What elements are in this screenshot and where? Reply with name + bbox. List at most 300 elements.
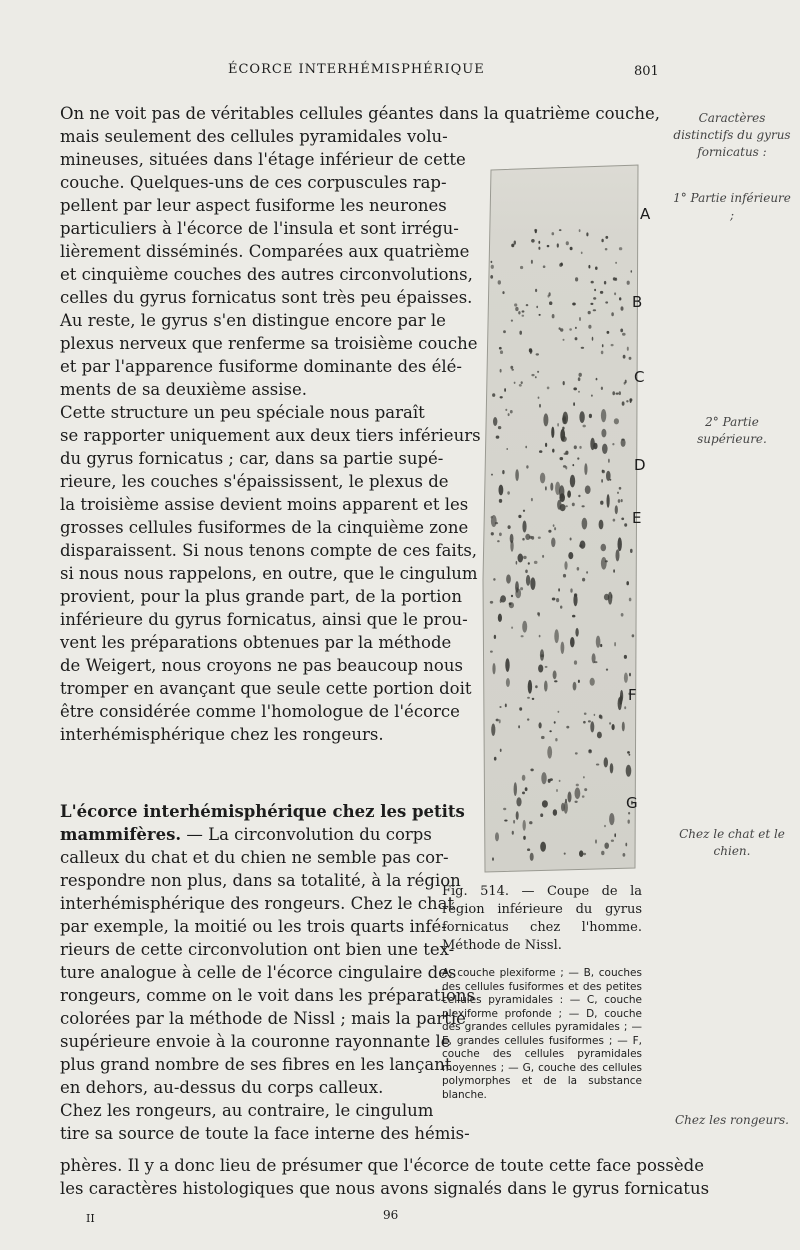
cell-dot	[558, 711, 560, 713]
cell-dot	[542, 800, 548, 807]
cell-dot	[618, 499, 621, 503]
cell-dot	[492, 663, 495, 674]
cell-dot	[522, 775, 526, 781]
cell-dot	[495, 832, 499, 841]
cell-dot	[629, 598, 632, 602]
cell-dot	[560, 606, 562, 609]
cell-dot	[541, 654, 544, 657]
text-line: colorées par la méthode de Nissl ; mais la partie	[60, 1009, 466, 1028]
cell-dot	[582, 578, 585, 582]
text-line: plus grand nombre de ses fibres en les lançant	[60, 1055, 452, 1074]
cell-dot	[570, 475, 575, 488]
cell-dot	[595, 267, 598, 270]
cell-dot	[518, 515, 521, 518]
cell-dot	[578, 377, 581, 381]
cell-dot	[575, 628, 578, 637]
cell-dot	[516, 561, 518, 565]
cell-dot	[563, 381, 565, 385]
cell-dot	[538, 241, 540, 244]
text-line: Au reste, le gyrus s'en distingue encore par le	[60, 311, 446, 330]
cell-dot	[547, 746, 552, 759]
cell-dot	[556, 598, 559, 602]
cell-dot	[570, 247, 573, 251]
cell-dot	[570, 637, 575, 647]
section-heading: L'écorce interhémisphérique chez les petits	[60, 802, 465, 821]
cell-dot	[496, 719, 499, 722]
text-line: inférieure du gyrus fornicatus, ainsi que le prou-	[60, 610, 468, 629]
cell-dot	[563, 574, 566, 578]
margin-note-upper-part: 2° Partie supérieure.	[697, 415, 767, 446]
cell-dot	[506, 574, 511, 583]
cell-dot	[523, 836, 526, 840]
cell-dot	[560, 457, 564, 460]
cell-dot	[527, 718, 529, 720]
cell-dot	[560, 328, 563, 331]
cell-dot	[553, 670, 557, 679]
cell-dot	[491, 265, 494, 269]
cell-dot	[566, 241, 569, 245]
cell-dot	[499, 533, 502, 537]
cell-dot	[573, 594, 577, 606]
cell-dot	[620, 329, 623, 333]
cell-dot	[621, 306, 624, 310]
cell-dot	[527, 848, 530, 851]
cell-dot	[592, 653, 596, 663]
cell-dot	[572, 615, 575, 618]
cell-dot	[584, 788, 587, 791]
cell-dot	[624, 706, 626, 709]
text-line: du gyrus fornicatus ; car, dans sa partie supé-	[60, 449, 444, 468]
cell-dot	[624, 673, 628, 683]
cell-dot	[539, 635, 541, 638]
cell-dot	[604, 757, 608, 767]
cell-dot	[539, 314, 541, 316]
cell-dot	[612, 724, 615, 730]
margin-note-cat-dog: Chez le chat et le chien.	[679, 827, 785, 858]
cell-dot	[545, 486, 547, 490]
cell-dot	[612, 391, 615, 395]
layer-label-d: D	[634, 456, 646, 474]
cell-dot	[490, 601, 493, 604]
text-line: phères. Il y a donc lieu de présumer que l'écorce de toute cette face possède	[60, 1156, 704, 1175]
cell-dot	[553, 809, 557, 816]
text-line: rieure, les couches s'épaississent, le plexus de	[60, 472, 449, 491]
paragraph-narrow	[60, 125, 481, 746]
cell-dot	[575, 788, 581, 800]
cell-dot	[630, 399, 632, 403]
text-line: provient, pour la plus grande part, de la portion	[60, 587, 462, 606]
cell-dot	[531, 260, 533, 264]
cell-dot	[601, 544, 607, 552]
text-line: en dehors, au-dessus du corps calleux.	[60, 1078, 384, 1097]
cell-dot	[510, 410, 513, 413]
cell-dot	[505, 658, 509, 672]
cell-dot	[582, 505, 585, 507]
text-line: si nous nous rappelons, en outre, que le cingulum	[60, 564, 478, 583]
cell-dot	[601, 557, 607, 570]
cell-dot	[492, 393, 495, 397]
figure-caption	[442, 883, 642, 1102]
cell-dot	[555, 482, 560, 495]
cell-dot	[612, 443, 614, 445]
cell-dot	[498, 280, 501, 284]
cell-dot	[512, 831, 514, 835]
cell-dot	[613, 569, 615, 573]
cell-dot	[491, 516, 493, 519]
cell-dot	[514, 782, 517, 796]
text-line: être considérée comme l'homologue de l'écorce	[60, 702, 460, 721]
cell-dot	[549, 730, 551, 732]
cell-dot	[619, 487, 622, 490]
page-number: 801	[634, 64, 659, 79]
cell-dot	[583, 721, 586, 724]
cell-dot	[572, 303, 576, 306]
cell-dot	[574, 445, 577, 449]
cell-dot	[622, 401, 625, 405]
cell-dot	[538, 537, 541, 539]
cell-dot	[504, 388, 506, 392]
cell-dot	[609, 722, 611, 725]
cell-dot	[498, 614, 502, 622]
cell-dot	[600, 291, 603, 294]
cell-dot	[619, 247, 622, 250]
cell-dot	[626, 581, 629, 585]
tissue-section	[483, 165, 638, 872]
cell-dot	[496, 436, 500, 439]
cell-dot	[500, 369, 502, 373]
cell-dot	[578, 391, 580, 393]
cell-dot	[583, 853, 586, 855]
cell-dot	[519, 331, 522, 335]
cell-dot	[570, 588, 572, 592]
cell-dot	[536, 353, 539, 355]
cell-dot	[582, 795, 585, 797]
cell-dot	[614, 292, 616, 295]
figure-legend: A, couche plexiforme ; — B, couches des cellules fusiformes et des petites cellules pyramidales : — C, couche plexiforme profonde ; — D, couche des grandes cellules pyramidales ; — E, grandes cellules fusiformes ; — F, couche des cellules pyramidales moyennes ; — G, couche des cellules polymorphes et de la substance blanche.	[442, 967, 642, 1101]
text-line: se rapporter uniquement aux deux tiers inférieurs	[60, 426, 481, 445]
cell-dot	[596, 636, 601, 648]
cell-dot	[520, 266, 523, 269]
text-line: respondre non plus, dans sa totalité, à la région	[60, 871, 461, 890]
cell-dot	[514, 241, 516, 245]
cell-dot	[493, 417, 497, 426]
cell-dot	[588, 720, 591, 722]
cell-dot	[615, 505, 618, 514]
cell-dot	[554, 680, 557, 682]
cell-dot	[552, 314, 555, 318]
cell-dot	[528, 562, 530, 564]
cell-dot	[591, 281, 594, 284]
text-line: les caractères histologiques que nous avons signalés dans le gyrus fornicatus	[60, 1179, 710, 1198]
cell-dot	[599, 715, 602, 719]
cell-dot	[518, 554, 524, 563]
cell-dot	[615, 262, 617, 264]
cell-dot	[559, 229, 562, 231]
cell-dot	[538, 612, 540, 616]
cell-dot	[518, 725, 520, 728]
cell-dot	[604, 843, 609, 849]
cell-dot	[525, 534, 530, 540]
text-line: Cette structure un peu spéciale nous paraît	[60, 403, 425, 422]
cell-dot	[563, 465, 566, 468]
cell-dot	[516, 811, 519, 820]
cell-dot	[601, 351, 604, 355]
cell-dot	[600, 644, 602, 647]
cell-dot	[516, 587, 518, 589]
cell-dot	[511, 244, 514, 247]
cell-dot	[566, 726, 569, 729]
cell-dot	[509, 602, 512, 605]
figure-title: Fig. 514. — Coupe de la région inférieure du gyrus fornicatus chez l'homme. Méthode de Nissl.	[442, 884, 642, 953]
cell-dot	[619, 297, 621, 300]
cell-dot	[522, 315, 525, 317]
cell-dot	[575, 327, 577, 329]
margin-note-lower-part: 1° Partie inférieure ;	[673, 191, 791, 222]
cell-dot	[618, 537, 622, 551]
cell-dot	[522, 792, 525, 795]
cell-dot	[577, 567, 580, 571]
cell-dot	[599, 520, 604, 530]
section-heading-bold: mammifères.	[60, 825, 182, 844]
text-line: rieurs de cette circonvolution ont bien une tex-	[60, 940, 455, 959]
cell-dot	[515, 589, 521, 599]
section-heading-line2	[60, 823, 440, 846]
cell-dot	[579, 446, 581, 449]
cell-dot	[554, 629, 559, 643]
cell-dot	[625, 843, 627, 847]
running-header	[0, 62, 800, 84]
cell-dot	[532, 698, 535, 700]
cell-dot	[575, 752, 578, 754]
section-heading-rest: — La circonvolution du corps	[181, 825, 432, 844]
cell-dot	[507, 491, 510, 494]
cell-dot	[552, 598, 556, 601]
cell-dot	[492, 857, 494, 860]
text-line: supérieure envoie à la couronne rayonnante le	[60, 1032, 451, 1051]
cell-dot	[621, 439, 624, 441]
signature-mark: II	[86, 1212, 95, 1225]
cell-dot	[530, 350, 533, 353]
text-line: interhémisphérique des rongeurs. Chez le chat	[60, 894, 455, 913]
cell-dot	[565, 505, 568, 507]
sheet-number: 96	[383, 1208, 399, 1222]
cell-dot	[525, 446, 527, 449]
cell-dot	[590, 303, 593, 305]
layer-label-g: G	[626, 794, 638, 812]
cell-dot	[508, 525, 511, 529]
cell-dot	[506, 448, 508, 450]
cell-dot	[572, 464, 574, 466]
cell-dot	[543, 413, 548, 426]
cell-dot	[580, 541, 586, 549]
cell-dot	[621, 518, 624, 521]
cell-dot	[608, 592, 612, 605]
cell-dot	[552, 449, 554, 453]
cell-dot	[537, 371, 539, 373]
cell-dot	[534, 229, 537, 232]
cell-dot	[561, 436, 567, 442]
cell-dot	[611, 840, 614, 842]
cell-dot	[522, 538, 524, 541]
cell-dot	[584, 463, 587, 475]
text-line: mais seulement des cellules pyramidales volu-	[60, 127, 448, 146]
running-title: ÉCORCE INTERHÉMISPHÉRIQUE	[228, 62, 485, 77]
cell-dot	[567, 490, 571, 497]
cell-dot	[629, 357, 632, 360]
cell-dot	[495, 522, 498, 524]
cell-dot	[504, 820, 507, 822]
cell-dot	[573, 402, 575, 406]
cell-dot	[617, 492, 619, 494]
cell-dot	[581, 252, 583, 255]
cell-dot	[623, 853, 626, 857]
cell-dot	[593, 297, 596, 300]
layer-label-f: F	[628, 686, 637, 704]
cell-dot	[555, 738, 557, 741]
margin-note-rodents: Chez les rongeurs.	[675, 1113, 789, 1127]
cell-dot	[514, 303, 517, 306]
cell-dot	[551, 538, 555, 548]
cell-dot	[535, 289, 537, 292]
cell-dot	[491, 261, 493, 263]
cell-dot	[522, 310, 525, 312]
cell-dot	[578, 680, 580, 683]
cell-dot	[545, 666, 548, 668]
cell-dot	[548, 530, 551, 533]
cell-dot	[579, 850, 583, 857]
cell-dot	[568, 552, 573, 559]
cell-dot	[564, 801, 568, 813]
cell-dot	[519, 384, 522, 387]
cell-dot	[564, 853, 566, 855]
cell-dot	[500, 396, 503, 398]
cell-dot	[577, 457, 579, 459]
cell-dot	[540, 813, 543, 817]
cell-dot	[605, 301, 608, 303]
paragraph-main	[60, 102, 661, 125]
margin-note-features: Caractères distinctifs du gyrus fornicatus :	[673, 111, 791, 159]
cell-dot	[623, 355, 626, 359]
cell-dot	[552, 232, 555, 235]
cell-dot	[525, 570, 528, 574]
cell-dot	[601, 409, 606, 422]
cell-dot	[573, 682, 577, 691]
cell-dot	[511, 595, 513, 597]
cell-dot	[607, 494, 610, 508]
text-line: vent les préparations obtenues par la méthode	[60, 633, 452, 652]
cell-dot	[559, 780, 561, 782]
cell-dot	[575, 277, 578, 281]
cell-dot	[594, 289, 596, 291]
cell-dot	[491, 474, 493, 476]
cell-dot	[563, 412, 569, 425]
cell-dot	[538, 665, 543, 673]
cell-dot	[614, 642, 616, 646]
cell-dot	[531, 536, 534, 540]
cell-dot	[490, 651, 493, 653]
cell-dot	[627, 281, 630, 285]
cell-dot	[558, 588, 560, 591]
cell-dot	[622, 333, 626, 336]
cell-dot	[521, 635, 524, 637]
cell-dot	[611, 312, 614, 316]
cell-dot	[515, 469, 519, 481]
cell-dot	[626, 765, 632, 777]
cell-dot	[490, 275, 493, 279]
cell-dot	[591, 395, 593, 397]
cell-dot	[523, 556, 527, 559]
cell-dot	[590, 721, 594, 732]
cell-dot	[529, 821, 532, 824]
cell-dot	[494, 635, 496, 639]
cell-dot	[589, 414, 592, 418]
cell-dot	[530, 853, 534, 861]
cell-dot	[613, 519, 616, 522]
cell-dot	[561, 642, 565, 654]
cell-dot	[629, 754, 631, 756]
cell-dot	[510, 366, 513, 369]
cell-dot	[502, 470, 504, 474]
cell-dot	[499, 499, 502, 503]
cell-dot	[601, 239, 603, 243]
cell-dot	[500, 749, 502, 752]
cell-dot	[619, 391, 621, 395]
cell-dot	[539, 404, 541, 408]
cell-dot	[579, 373, 582, 377]
cell-dot	[528, 680, 532, 694]
cell-dot	[600, 501, 603, 505]
cell-dot	[503, 330, 506, 333]
cell-dot	[531, 498, 533, 501]
text-line: plexus nerveux que renferme sa troisième couche	[60, 334, 478, 353]
cell-dot	[628, 812, 630, 815]
cell-dot	[614, 833, 616, 837]
cell-dot	[563, 339, 565, 341]
cell-dot	[584, 713, 587, 715]
cell-dot	[540, 473, 545, 484]
cell-dot	[627, 347, 629, 351]
cell-dot	[590, 438, 595, 450]
cell-dot	[551, 427, 554, 438]
cell-dot	[629, 673, 631, 677]
cell-dot	[499, 485, 504, 496]
cell-dot	[548, 779, 551, 783]
cell-dot	[579, 229, 581, 232]
cell-dot	[602, 470, 604, 473]
cell-dot	[538, 397, 540, 399]
cell-dot	[589, 749, 592, 751]
cell-dot	[596, 378, 598, 381]
cell-dot	[574, 660, 577, 664]
text-line: tromper en avançant que seule cette portion doit	[60, 679, 472, 698]
layer-label-a: A	[640, 205, 651, 223]
cell-dot	[491, 532, 494, 535]
text-line: ture analogue à celle de l'écorce cingulaire des	[60, 963, 457, 982]
cell-dot	[526, 465, 528, 468]
cell-dot	[520, 587, 523, 590]
cell-dot	[573, 387, 577, 390]
text-line: tire sa source de toute la face interne des hémis-	[60, 1124, 470, 1143]
cell-dot	[547, 387, 550, 390]
cell-dot	[539, 450, 542, 453]
cell-dot	[539, 722, 542, 728]
cell-dot	[511, 320, 513, 322]
cell-dot	[622, 722, 625, 732]
section-small-mammals	[60, 800, 475, 1145]
histology-figure	[463, 160, 643, 875]
cell-dot	[505, 409, 507, 411]
cell-dot	[576, 784, 579, 787]
